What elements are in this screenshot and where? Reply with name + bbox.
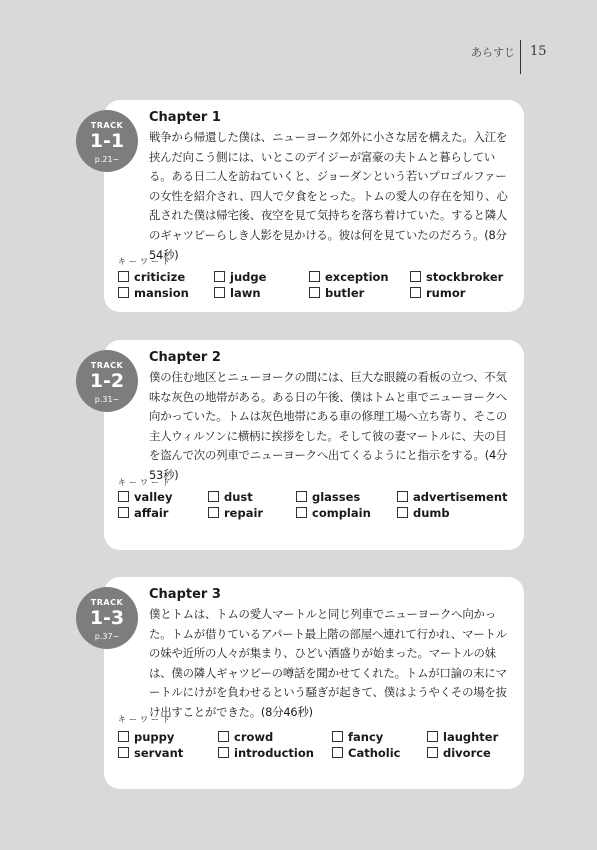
- chapter-summary: 僕の住む地区とニューヨークの間には、巨大な眼鏡の看板の立つ、不気味な灰色の地帯がある。ある日の午後、僕はトムと車でニューヨークへ向かっていた。トムは灰色地帯にある車の修理工場へ立ち寄り、そこの主人ウィルソンに横柄に挨拶をした。そして彼の妻マートルに、夫の目を盗んで次の列車でニューヨークへ出てくるようにと指示をする。(4分53秒): [149, 370, 508, 482]
- track-number: 1-1: [89, 130, 125, 152]
- keyword-checkbox[interactable]: Catholic: [332, 746, 401, 760]
- chapter-title: Chapter 3: [149, 587, 221, 602]
- keyword-checkbox[interactable]: stockbroker: [410, 270, 503, 284]
- page-reference: p.37~: [94, 632, 120, 641]
- section-title: あらすじ: [471, 46, 515, 59]
- keyword-checkbox[interactable]: laughter: [427, 730, 498, 744]
- track-label: TRACK: [90, 598, 124, 607]
- keyword-checkbox[interactable]: complain: [296, 506, 371, 520]
- track-badge: [76, 110, 138, 172]
- chapter-summary: 戦争から帰還した僕は、ニューヨーク郊外に小さな居を構えた。入江を挟んだ向こう側には、いとこのデイジーが富豪の夫トムと暮らしている。ある日二人を訪ねていくと、ジョーダンという若いプロゴルファーの女性を紹介され、四人で夕食をとった。トムの愛人の存在を知り、心乱された僕は帰宅後、夜空を見て気持ちを落ち着けていた。すると隣人のギャツビーらしき人影を見かける。彼は何を見ていたのだろう。(8分54秒): [149, 130, 508, 262]
- keyword-checkbox[interactable]: crowd: [218, 730, 273, 744]
- keyword-checkbox[interactable]: advertisement: [397, 490, 508, 504]
- track-badge: [76, 350, 138, 412]
- page-number: 15: [530, 44, 547, 59]
- page-reference: p.31~: [94, 395, 120, 404]
- chapter-title: Chapter 1: [149, 110, 221, 125]
- chapter-title: Chapter 2: [149, 350, 221, 365]
- keyword-checkbox[interactable]: introduction: [218, 746, 314, 760]
- keyword-checkbox[interactable]: judge: [214, 270, 266, 284]
- keyword-checkbox[interactable]: lawn: [214, 286, 261, 300]
- keyword-checkbox[interactable]: servant: [118, 746, 183, 760]
- keyword-checkbox[interactable]: affair: [118, 506, 168, 520]
- keyword-checkbox[interactable]: glasses: [296, 490, 360, 504]
- chapter-card-1: [89, 100, 524, 312]
- keyword-checkbox[interactable]: fancy: [332, 730, 383, 744]
- keyword-checkbox[interactable]: dumb: [397, 506, 450, 520]
- keyword-checkbox[interactable]: repair: [208, 506, 263, 520]
- keyword-checkbox[interactable]: mansion: [118, 286, 189, 300]
- keyword-checkbox[interactable]: criticize: [118, 270, 185, 284]
- keyword-checkbox[interactable]: dust: [208, 490, 253, 504]
- keyword-checkbox[interactable]: divorce: [427, 746, 491, 760]
- keyword-label: キーワード: [118, 715, 173, 724]
- track-label: TRACK: [90, 121, 124, 130]
- track-number: 1-2: [89, 370, 125, 392]
- header-divider: [520, 40, 521, 74]
- chapter-card-2: [89, 340, 524, 550]
- chapter-card-3: [89, 577, 524, 789]
- keyword-checkbox[interactable]: exception: [309, 270, 389, 284]
- track-label: TRACK: [90, 361, 124, 370]
- keyword-label: キーワード: [118, 257, 173, 266]
- keyword-checkbox[interactable]: rumor: [410, 286, 465, 300]
- keyword-checkbox[interactable]: puppy: [118, 730, 174, 744]
- keyword-checkbox[interactable]: butler: [309, 286, 364, 300]
- page-reference: p.21~: [94, 155, 120, 164]
- track-badge: [76, 587, 138, 649]
- chapter-summary: 僕とトムは、トムの愛人マートルと同じ列車でニューヨークへ向かった。トムが借りているアパート最上階の部屋へ連れて行かれ、マートルの妹や近所の人々が集まり、ひどい酒盛りが始まった。マートルの妹は、僕の隣人ギャツビーの噂話を聞かせてくれた。トムが口論の末にマートルにけがを負わせるという騒ぎが起きて、僕はようやくその場を抜け出すことができた。(8分46秒): [149, 607, 507, 719]
- track-number: 1-3: [89, 607, 125, 629]
- page-header: [0, 40, 597, 74]
- keyword-label: キーワード: [118, 478, 173, 487]
- keyword-checkbox[interactable]: valley: [118, 490, 172, 504]
